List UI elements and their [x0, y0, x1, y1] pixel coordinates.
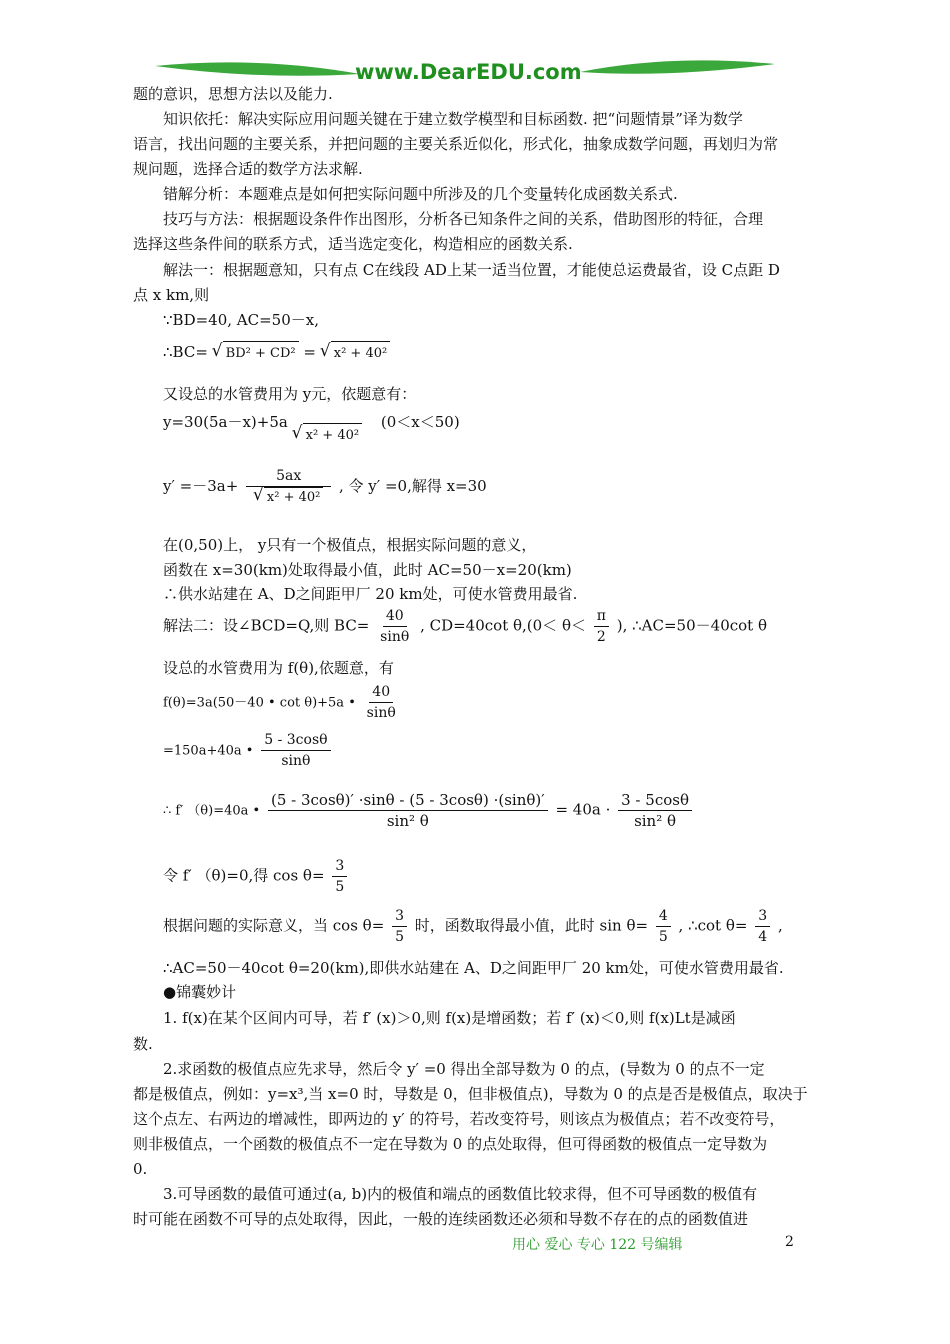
text-line: 则非极值点，一个函数的极值点不一定在导数为 0 的点处取得，但可得函数的极值点一定导数为 — [133, 1135, 768, 1153]
math-line — [163, 466, 487, 508]
denominator: sin² θ — [386, 812, 429, 830]
math-text: , ∴cot θ= — [678, 916, 748, 935]
numerator: π — [594, 606, 609, 627]
text-line: ∴AC=50－40cot θ=20(km),即供水站建在 A、D之间距甲厂 20 km处，可使水管费用最省. — [163, 959, 784, 977]
text-line: 1. f(x)在某个区间内可导，若 f′ (x)＞0,则 f(x)是增函数；若 f′ (x)＜0,则 f(x)Lt是减函 — [163, 1009, 736, 1027]
text-line: 时可能在函数不可导的点处取得，因此，一般的连续函数还必须和导数不存在的点的函数值进 — [133, 1210, 749, 1228]
text-line: 点 x km,则 — [133, 286, 210, 304]
text-line: 题的意识，思想方法以及能力. — [133, 85, 333, 103]
numerator: (5 - 3cosθ)′ ·sinθ - (5 - 3cosθ) ·(sinθ)′ — [268, 790, 548, 811]
denominator: sinθ — [380, 629, 410, 645]
denominator: 5 — [395, 929, 404, 945]
text-line: 选择这些条件间的联系方式，适当选定变化，构造相应的函数关系. — [133, 235, 573, 253]
math-text: 根据问题的实际意义，当 cos θ= — [163, 916, 385, 935]
denominator: 2 — [596, 629, 606, 645]
math-text: = 40a · — [555, 800, 611, 819]
text-line: 函数在 x=30(km)处取得最小值，此时 AC=50－x=20(km) — [163, 561, 572, 579]
text-line: 2.求函数的极值点应先求导，然后令 y′ =0 得出全部导数为 0 的点，(导数为 0 的点不一定 — [163, 1060, 765, 1078]
text-line: 在(0,50)上， y只有一个极值点，根据实际问题的意义， — [163, 536, 537, 554]
sqrt-expression: √ x² + 40² — [303, 423, 362, 448]
math-text: ∴ f′ （θ)=40a • — [163, 803, 261, 819]
fraction — [755, 906, 770, 947]
numerator: 4 — [656, 906, 671, 927]
numerator: 3 — [332, 856, 347, 877]
math-text: 解法二：设∠BCD=Q,则 BC= — [163, 616, 370, 635]
page-number: 2 — [785, 1234, 794, 1250]
numerator: 5ax — [246, 466, 331, 487]
denominator: 5 — [335, 879, 345, 895]
math-text: (0＜x＜50) — [380, 413, 460, 431]
denominator — [251, 487, 326, 508]
math-line — [163, 730, 334, 771]
fraction — [594, 606, 609, 647]
text-line: 错解分析：本题难点是如何把实际问题中所涉及的几个变量转化成函数关系式. — [163, 185, 678, 203]
math-text: 令 f′ （θ)=0,得 cos θ= — [163, 866, 325, 885]
text-line: 解法一：根据题意知，只有点 C在线段 AD上某一适当位置，才能使总运费最省，设 C点距 D — [163, 261, 780, 279]
sqrt-expression: √ BD² + CD² — [223, 341, 299, 366]
text-line: 都是极值点，例如：y=x³,当 x=0 时，导数是 0，但非极值点)，导数为 0 的点是否是极值点，取决于 — [133, 1085, 808, 1103]
numerator: 3 — [755, 906, 770, 927]
math-text: 时，函数取得最小值，此时 sin θ= — [414, 916, 649, 935]
math-text: , 令 y′ =0,解得 x=30 — [339, 477, 487, 495]
fraction — [618, 790, 692, 831]
math-line — [163, 682, 402, 723]
text-line: 0. — [133, 1160, 148, 1178]
numerator: 40 — [383, 606, 407, 627]
header-logo[interactable]: www.DearEDU.com — [355, 60, 582, 84]
math-line — [163, 790, 695, 831]
math-line — [163, 340, 390, 366]
sqrt-expression: √ x² + 40² — [331, 341, 390, 366]
text-line: 3.可导函数的最值可通过(a, b)内的极值和端点的函数值比较求得，但不可导函数的极值有 — [163, 1185, 758, 1203]
text-line: 又设总的水管费用为 y元，依题意有： — [163, 385, 417, 403]
text-line: 知识依托：解决实际应用问题关键在于建立数学模型和目标函数. 把“问题情景”译为数学 — [163, 110, 743, 128]
text-line: 这个点左、右两边的增减性，即两边的 y′ 的符号，若改变符号，则该点为极值点；若不改变符号， — [133, 1110, 785, 1128]
text-line: ∴供水站建在 A、D之间距甲厂 20 km处，可使水管费用最省. — [163, 585, 578, 603]
math-line — [163, 606, 767, 647]
denominator: 4 — [758, 929, 768, 945]
fraction — [332, 856, 347, 897]
math-text: =150a+40a • — [163, 743, 254, 759]
right-leaf-icon — [580, 60, 775, 73]
fraction — [268, 790, 548, 831]
sqrt-expression: √ x² + 40² — [264, 487, 323, 508]
denominator: sinθ — [281, 753, 311, 769]
math-text: ∴BC= — [163, 343, 208, 361]
fraction — [364, 682, 399, 723]
numerator: 3 - 5cosθ — [618, 790, 692, 811]
math-line — [163, 856, 350, 897]
math-text: y′ =－3a+ — [163, 477, 239, 495]
math-line — [163, 906, 783, 947]
math-line — [163, 410, 460, 448]
denominator: sinθ — [366, 705, 396, 721]
text-line: 规问题，选择合适的数学方法求解. — [133, 160, 363, 178]
fraction — [377, 606, 412, 647]
math-text: y=30(5a－x)+5a — [163, 413, 288, 431]
fraction — [656, 906, 671, 947]
math-text: , CD=40cot θ,(0＜ θ＜ — [420, 616, 586, 635]
footer-text: 用心 爱心 专心 122 号编辑 — [512, 1237, 683, 1253]
math-line: ∵BD=40, AC=50－x, — [163, 311, 319, 329]
math-text: = — [303, 343, 316, 361]
text-line: 设总的水管费用为 f(θ),依题意，有 — [163, 659, 394, 677]
section-heading: ●锦囊妙计 — [163, 983, 237, 1001]
fraction — [261, 730, 330, 771]
fraction — [246, 466, 331, 508]
math-text: , — [777, 916, 783, 935]
left-leaf-icon — [155, 62, 360, 75]
fraction — [392, 906, 407, 947]
math-text: ), ∴AC=50－40cot θ — [616, 616, 767, 635]
text-line: 数. — [133, 1035, 153, 1053]
numerator: 40 — [369, 682, 393, 703]
denominator: 5 — [658, 929, 668, 945]
denominator: sin² θ — [634, 812, 677, 830]
numerator: 5 - 3cosθ — [261, 730, 330, 751]
text-line: 语言，找出问题的主要关系，并把问题的主要关系近似化，形式化，抽象成数学问题，再划归为常 — [133, 135, 779, 153]
math-text: f(θ)=3a(50－40 • cot θ)+5a • — [163, 695, 356, 711]
numerator: 3 — [392, 906, 407, 927]
text-line: 技巧与方法：根据题设条件作出图形，分析各已知条件之间的关系，借助图形的特征，合理 — [163, 210, 764, 228]
